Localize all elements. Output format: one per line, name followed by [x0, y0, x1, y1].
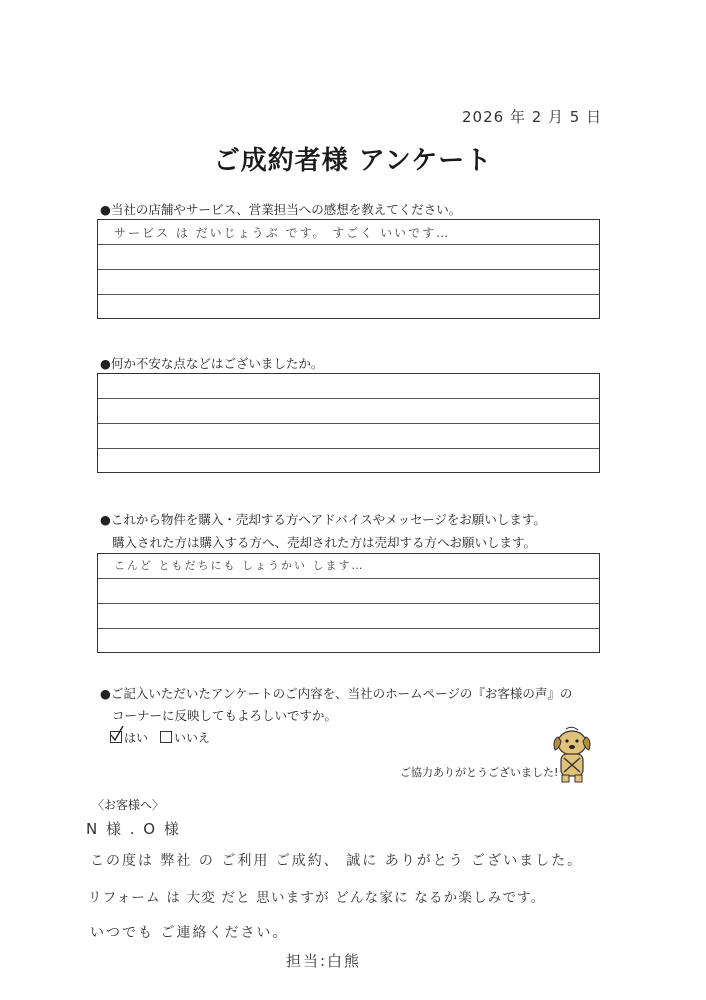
dog-mascot-icon — [550, 726, 594, 784]
staff-note-salutation: N 様 . O 様 — [86, 820, 181, 838]
staff-note-line-2: リフォーム は 大変 だと 思いますが どんな家に なるか楽しみです。 — [88, 890, 546, 906]
answer-1-text: サービス は だいじょうぶ です。 すごく いいです… — [114, 226, 451, 240]
page-title: ご成約者様 アンケート — [213, 146, 493, 176]
checkmark-icon — [110, 725, 124, 741]
answer-3-text: こんど ともだちにも しょうかい します… — [114, 559, 365, 572]
question-1: ●当社の店舗やサービス、営業担当への感想を教えてください。 — [100, 202, 462, 217]
option-no-label: いいえ — [174, 731, 211, 745]
answer-line — [98, 628, 599, 629]
staff-note-line-1: この度は 弊社 の ご利用 ご成約、 誠に ありがとう ございました。 — [90, 853, 584, 869]
answer-line — [98, 294, 599, 295]
question-3-line-1: ●これから物件を購入・売却する方へアドバイスやメッセージをお願いします。 — [100, 512, 546, 527]
thanks-message: ご協力ありがとうございました! — [400, 766, 559, 779]
question-3-line-2: 購入された方は購入する方へ、売却された方は売却する方へお願いします。 — [112, 535, 537, 550]
staff-note-heading: 〈お客様へ〉 — [92, 798, 165, 812]
question-4-line-2: コーナーに反映してもよろしいですか。 — [112, 708, 338, 723]
survey-date: 2026 年 2 月 5 日 — [462, 108, 603, 126]
answer-line — [98, 423, 599, 424]
option-yes-label: はい — [124, 731, 149, 745]
question-4-line-1: ●ご記入いただいたアンケートのご内容を、当社のホームページの『お客様の声』の — [100, 686, 573, 701]
answer-box-1[interactable] — [97, 219, 600, 319]
staff-note-line-3: いつでも ご連絡ください。 — [90, 925, 289, 941]
checkbox-checked[interactable] — [110, 731, 122, 743]
answer-line — [98, 269, 599, 270]
answer-line — [98, 603, 599, 604]
option-no-checkbox[interactable] — [160, 729, 210, 746]
question-2: ●何か不安な点などはございましたか。 — [100, 356, 324, 371]
answer-box-2[interactable] — [97, 373, 600, 473]
answer-line — [98, 244, 599, 245]
answer-line — [98, 398, 599, 399]
answer-box-3[interactable] — [97, 553, 600, 653]
answer-line — [98, 448, 599, 449]
option-yes-checkbox[interactable] — [110, 729, 148, 746]
checkbox-unchecked[interactable] — [160, 731, 172, 743]
staff-signature: 担当:白熊 — [286, 952, 362, 970]
answer-line — [98, 578, 599, 579]
